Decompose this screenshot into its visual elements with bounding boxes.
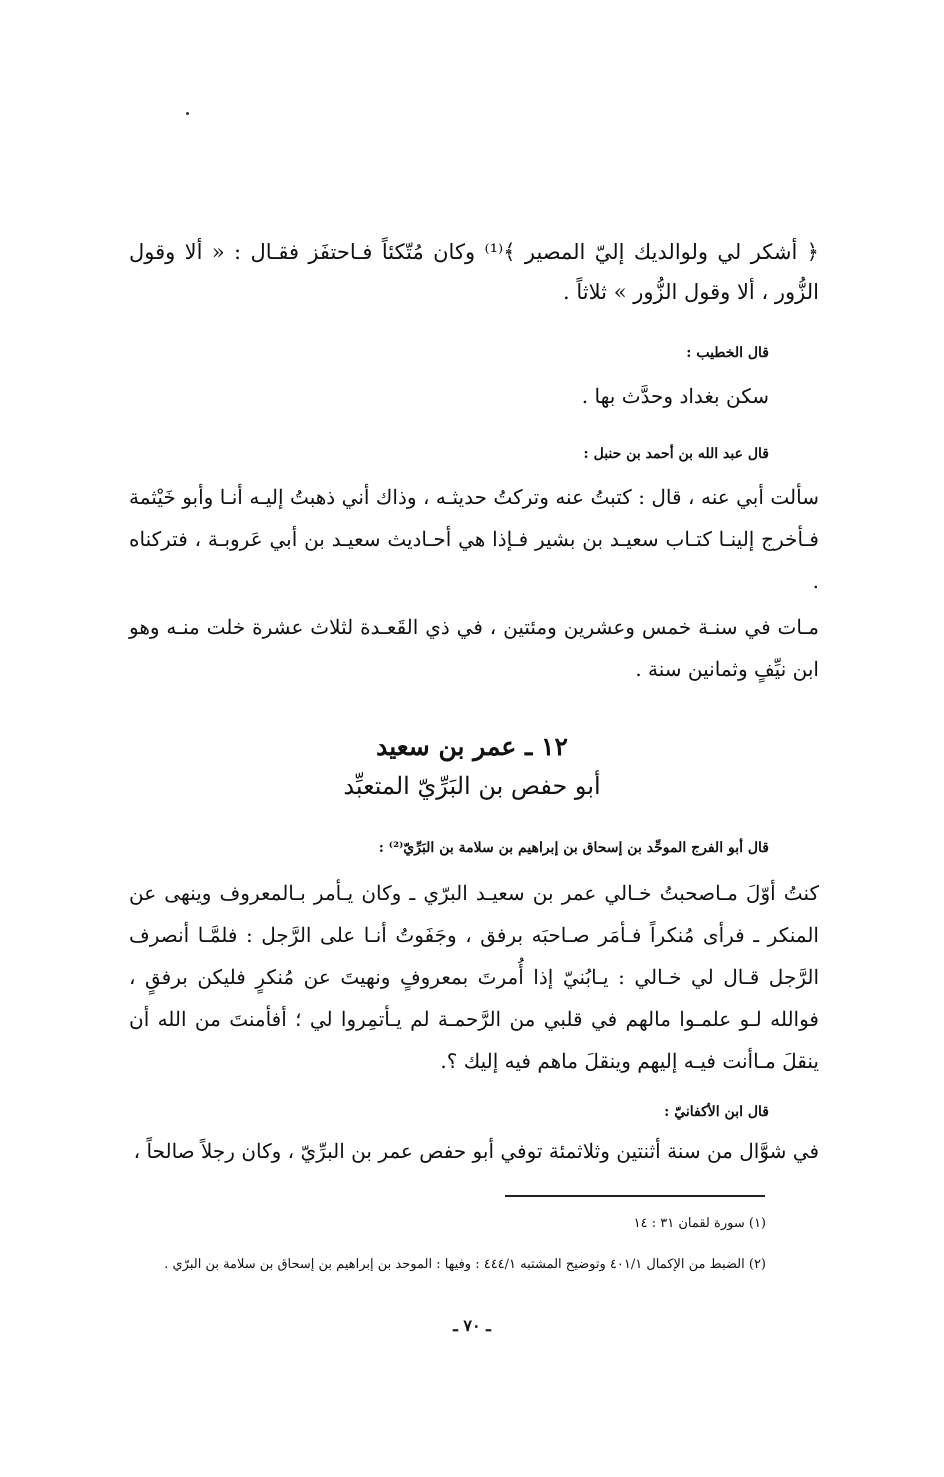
death-paragraph: مـات في سنـة خمس وعشرين ومئتين ، في ذي القَعـدة لثلاث عشرة خلت منـه وهو ابن نيِّفٍ وثمانين سنة . bbox=[129, 615, 819, 681]
abdullah-label: قال عبد الله بن أحمد بن حنبل : bbox=[583, 446, 769, 462]
khatib-label: قال الخطيب : bbox=[686, 345, 769, 361]
footnote-separator bbox=[505, 1195, 765, 1197]
section-subtitle: أبو حفص بن البَرِّيّ المتعبِّد bbox=[343, 772, 601, 800]
footnote-1: (١) سورة لقمان ٣١ : ١٤ bbox=[633, 1216, 766, 1231]
akfani-text: في شوَّال من سنة أثنتين وثلاثمئة توفي أبو حفص عمر بن البرِّيّ ، وكان رجلاً صالحاً ، bbox=[133, 1139, 819, 1163]
page-number: ـ ٧٠ ـ bbox=[453, 1316, 491, 1335]
quran-continuation-paragraph: ﴿ أشكر لي ولوالديك إليّ المصير ﴾⁽¹⁾ وكان مُتّكئاً فـاحتفَز فقـال : « ألا وقول الزُّور ، ألا وقول الزُّور » ثلاثاً . bbox=[129, 240, 819, 304]
muwahhid-label: قال أبو الفرج الموحِّد بن إسحاق بن إبراهيم بن سلامة بن البَرِّيّ⁽²⁾ : bbox=[378, 840, 769, 856]
muwahhid-text: كنتُ أوّلَ مـاصحبتُ خـالي عمر بن سعيـد البرّي ـ وكان يـأمر بـالمعروف وينهى عن المنكر ـ فرأى مُنكراً فـأمَر صـاحبَه برفق ، وجَفَوتُ أنـا على الرَّجل : فلمَّـا أنصرف الرَّجل قـال لي خـالي : يـابُنيّ إذا أُمرتَ بمعروفٍ ونهيتَ عن مُنكرٍ فليكن برفقٍ ، فوالله لـو علمـوا مالهم في قلبي من الرَّحمـة لم يـأتمِروا لي ؛ أفأمنتَ من الله أن ينقلَ مـاأنت فيـه إليهم وينقلَ ماهم فيه إليك ؟. bbox=[129, 881, 819, 1073]
footnote-2: (٢) الضبط من الإكمال ٤٠١/١ وتوضيح المشتبه ٤٤٤/١ : وفيها : الموحد بن إبراهيم بن إسحاق بن سلامة بن البرّي . bbox=[164, 1257, 766, 1272]
akfani-label: قال ابن الأكفانيّ : bbox=[664, 1104, 769, 1120]
scan-speck bbox=[186, 112, 189, 115]
section-title: ١٢ ـ عمر بن سعيد bbox=[376, 732, 568, 761]
khatib-text: سكن بغداد وحدَّث بها . bbox=[581, 384, 769, 408]
abdullah-text: سألت أبي عنه ، قال : كتبتُ عنه وتركتُ حديثـه ، وذاك أني ذهبتُ إليـه أنـا وأبو خَيْثمة فـأخرج إلينـا كتـاب سعيـد بن بشير فـإذا هي أحـاديث سعيـد بن أبي عَروبـة ، فتركناه . bbox=[129, 485, 819, 593]
